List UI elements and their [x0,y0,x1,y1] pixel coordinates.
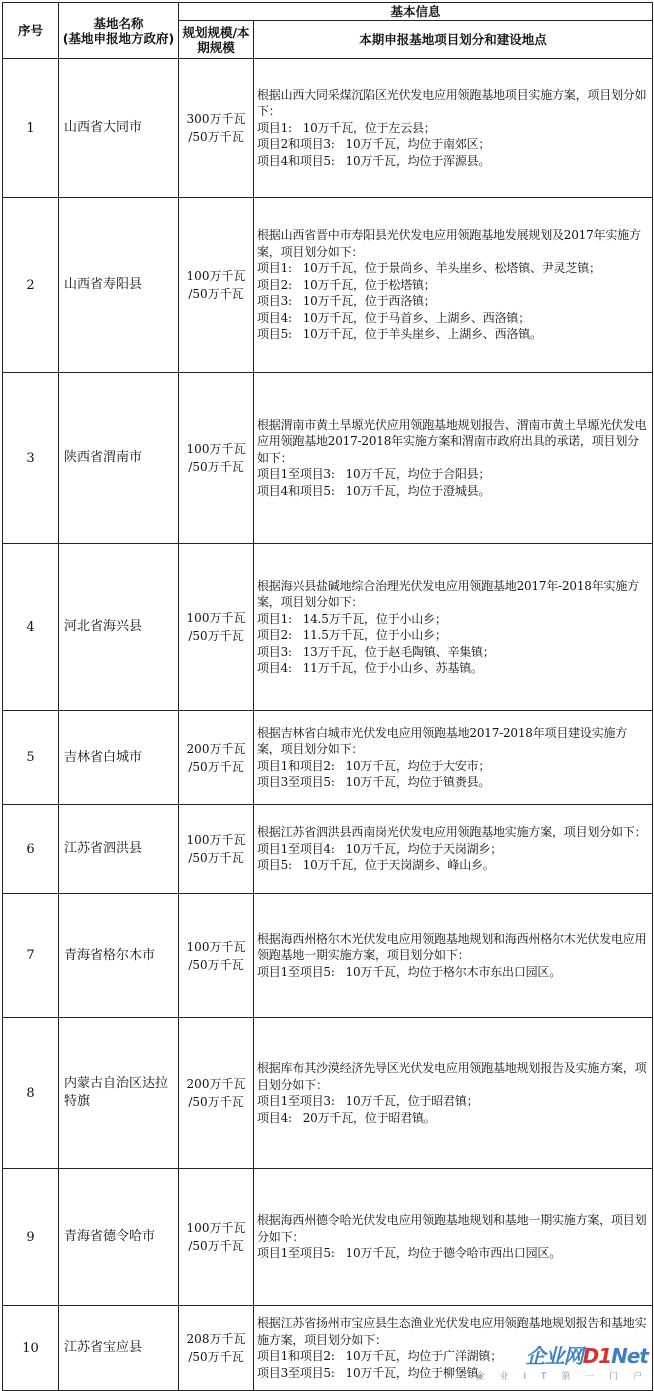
project-item: 项目1: 10万千瓦，位于景尚乡、羊头崖乡、松塔镇、尹灵芝镇； [257,261,601,276]
scale-cell [179,373,254,544]
scale-total: 200万千瓦 [186,741,246,756]
scale-cell [179,805,254,894]
scale-total: 100万千瓦 [186,442,246,456]
project-item: 项目1至项目5: 10万千瓦，均位于德令哈市西出口园区。 [257,1246,562,1261]
project-item: 项目4和项目5: 10万千瓦，均位于澄城县。 [257,483,491,498]
project-division-cell [254,198,653,373]
scale-total: 300万千瓦 [186,112,246,126]
table-row [3,544,653,711]
scale-total: 100万千瓦 [186,269,246,283]
table-row [3,894,653,1018]
header-name [59,3,179,59]
scale-cell [179,1306,254,1391]
base-name: 江苏省泗洪县 [59,805,179,894]
watermark-logo [476,1340,648,1382]
scale-current: /50万千瓦 [188,629,244,643]
base-name: 山西省寿阳县 [59,198,179,373]
table-row [3,198,653,373]
scale-total: 100万千瓦 [186,611,246,625]
project-item: 项目3至项目5: 10万千瓦，均位于柳堡镇。 [257,1365,491,1380]
project-division-cell [254,1018,653,1169]
scale-cell [179,198,254,373]
scale-current: /50万千瓦 [188,1350,244,1364]
base-name: 河北省海兴县 [59,544,179,711]
project-item: 项目4和项目5: 10万千瓦，均位于浑源县。 [257,153,491,168]
project-intro: 根据江苏省泗洪县西南岗光伏发电应用领跑基地实施方案，项目划分如下： [257,825,647,840]
row-number: 5 [3,711,59,805]
project-division-cell [254,59,653,198]
header-project-division: 本期申报基地项目划分和建设地点 [254,21,653,59]
scale-current: /50万千瓦 [188,759,244,774]
scale-total: 100万千瓦 [186,833,246,847]
project-item: 项目4: 20万千瓦，位于昭君镇。 [257,1110,436,1125]
project-intro: 根据江苏省扬州市宝应县生态渔业光伏发电应用领跑基地规划报告和基地实施方案，项目划分如下： [257,1316,647,1347]
base-name: 青海省德令哈市 [59,1169,179,1306]
scale-total: 100万千瓦 [186,1221,246,1235]
row-number: 3 [3,373,59,544]
project-item: 项目1至项目4: 10万千瓦，均位于天岗湖乡； [257,841,503,856]
project-item: 项目1至项目3: 10万千瓦，均位于合阳县； [257,467,491,482]
table-row [3,711,653,805]
project-intro: 根据山西省晋中市寿阳县光伏发电应用领跑基地发展规划及2017年实施方案，项目划分如下： [257,228,641,259]
project-item: 项目5: 10万千瓦，位于羊头崖乡、上湖乡、西洛镇。 [257,327,542,342]
header-name-subtitle: (基地申报地方政府) [62,30,175,46]
scale-current: /50万千瓦 [188,957,244,972]
project-item: 项目4: 10万千瓦，位于马首乡、上湖乡、西洛镇； [257,310,530,325]
project-item: 项目2: 11.5万千瓦，位于小山乡； [257,628,447,642]
scale-current: /50万千瓦 [188,130,244,144]
base-name: 吉林省白城市 [59,711,179,805]
project-item: 项目1至项目3: 10万千瓦，位于昭君镇； [257,1094,479,1108]
project-intro: 根据渭南市黄土旱塬光伏应用领跑基地规划报告、渭南市黄土旱塬光伏发电应用领跑基地2017-2018年实施方案和渭南市政府出具的承诺，项目划分如下： [257,417,647,465]
project-intro: 根据海兴县盐碱地综合治理光伏发电应用领跑基地2017年-2018年实施方案，项目划分如下： [257,578,639,609]
table-row [3,59,653,198]
project-item: 项目1至项目5: 10万千瓦，均位于格尔木市东出口园区。 [257,964,562,979]
project-item: 项目4: 11万千瓦，位于小山乡、苏基镇。 [257,661,483,675]
project-intro: 根据吉林省白城市光伏发电应用领跑基地2017-2018年项目建设实施方案，项目划分如下： [257,725,628,756]
base-name: 山西省大同市 [59,59,179,198]
watermark-brand-prefix: 企业网 [525,1344,583,1368]
project-division-cell [254,711,653,805]
base-name: 江苏省宝应县 [59,1306,179,1391]
table-row [3,805,653,894]
watermark-brand [476,1340,648,1369]
scale-cell [179,711,254,805]
project-item: 项目1和项目2: 10万千瓦，均位于大安市； [257,758,491,773]
project-item: 项目3: 10万千瓦，位于西洛镇； [257,294,436,309]
project-intro: 根据海西州德令哈光伏发电应用领跑基地规划和基地一期实施方案，项目划分如下： [257,1213,647,1244]
project-item: 项目3: 13万千瓦，位于赵毛陶镇、辛集镇； [257,644,495,659]
scale-total: 100万千瓦 [186,939,246,954]
scale-current: /50万千瓦 [188,287,244,301]
scale-cell [179,1169,254,1306]
scale-current: /50万千瓦 [188,1239,244,1253]
watermark-brand-d1: D1 [582,1344,612,1368]
project-item: 项目2和项目3: 10万千瓦，均位于南郊区； [257,137,491,152]
scale-cell [179,59,254,198]
header-no: 序号 [3,3,59,59]
project-intro: 根据山西大同采煤沉陷区光伏发电应用领跑基地项目实施方案，项目划分如下： [257,87,647,119]
row-number: 8 [3,1018,59,1169]
row-number: 6 [3,805,59,894]
project-item: 项目5: 10万千瓦，位于天岗湖乡、峰山乡。 [257,858,495,873]
project-item: 项目2: 10万千瓦，位于松塔镇； [257,277,436,292]
base-name: 内蒙古自治区达拉特旗 [59,1018,179,1169]
row-number: 1 [3,59,59,198]
row-number: 9 [3,1169,59,1306]
watermark-subtitle: 企 业 I T 第 一 门 户 [475,1372,648,1382]
base-name: 陕西省渭南市 [59,373,179,544]
scale-total: 208万千瓦 [186,1332,246,1346]
scale-current: /50万千瓦 [188,851,244,865]
project-division-cell [254,1169,653,1306]
scale-cell [179,544,254,711]
table-row [3,373,653,544]
project-division-cell [254,805,653,894]
row-number: 10 [3,1306,59,1391]
project-item: 项目1: 14.5万千瓦，位于小山乡； [257,611,447,626]
project-intro: 根据库布其沙漠经济先导区光伏发电应用领跑基地规划报告及实施方案，项目划分如下： [257,1061,647,1092]
header-scale: 规划规模/本期规模 [179,21,254,59]
row-number: 7 [3,894,59,1018]
row-number: 2 [3,198,59,373]
scale-cell [179,894,254,1018]
project-intro: 根据海西州格尔木光伏发电应用领跑基地规划和海西州格尔木光伏发电应用领跑基地一期实施方案，项目划分如下： [257,931,647,963]
project-item: 项目3至项目5: 10万千瓦，均位于镇赉县。 [257,775,491,789]
header-basic-info: 基本信息 [179,3,653,21]
scale-cell [179,1018,254,1169]
project-division-cell [254,894,653,1018]
watermark-brand-suffix: Net [611,1344,648,1368]
table-row [3,1018,653,1169]
scale-current: /50万千瓦 [188,460,244,474]
header-name-title: 基地名称 [93,15,144,31]
base-info-table [2,2,653,1391]
table-row [3,1169,653,1306]
project-division-cell [254,373,653,544]
row-number: 4 [3,544,59,711]
project-division-cell [254,544,653,711]
scale-current: /50万千瓦 [188,1095,244,1109]
scale-total: 200万千瓦 [186,1077,246,1091]
project-item: 项目1和项目2: 10万千瓦，均位于广洋湖镇； [257,1349,503,1363]
project-item: 项目1: 10万千瓦，位于左云县； [257,120,436,135]
base-name: 青海省格尔木市 [59,894,179,1018]
